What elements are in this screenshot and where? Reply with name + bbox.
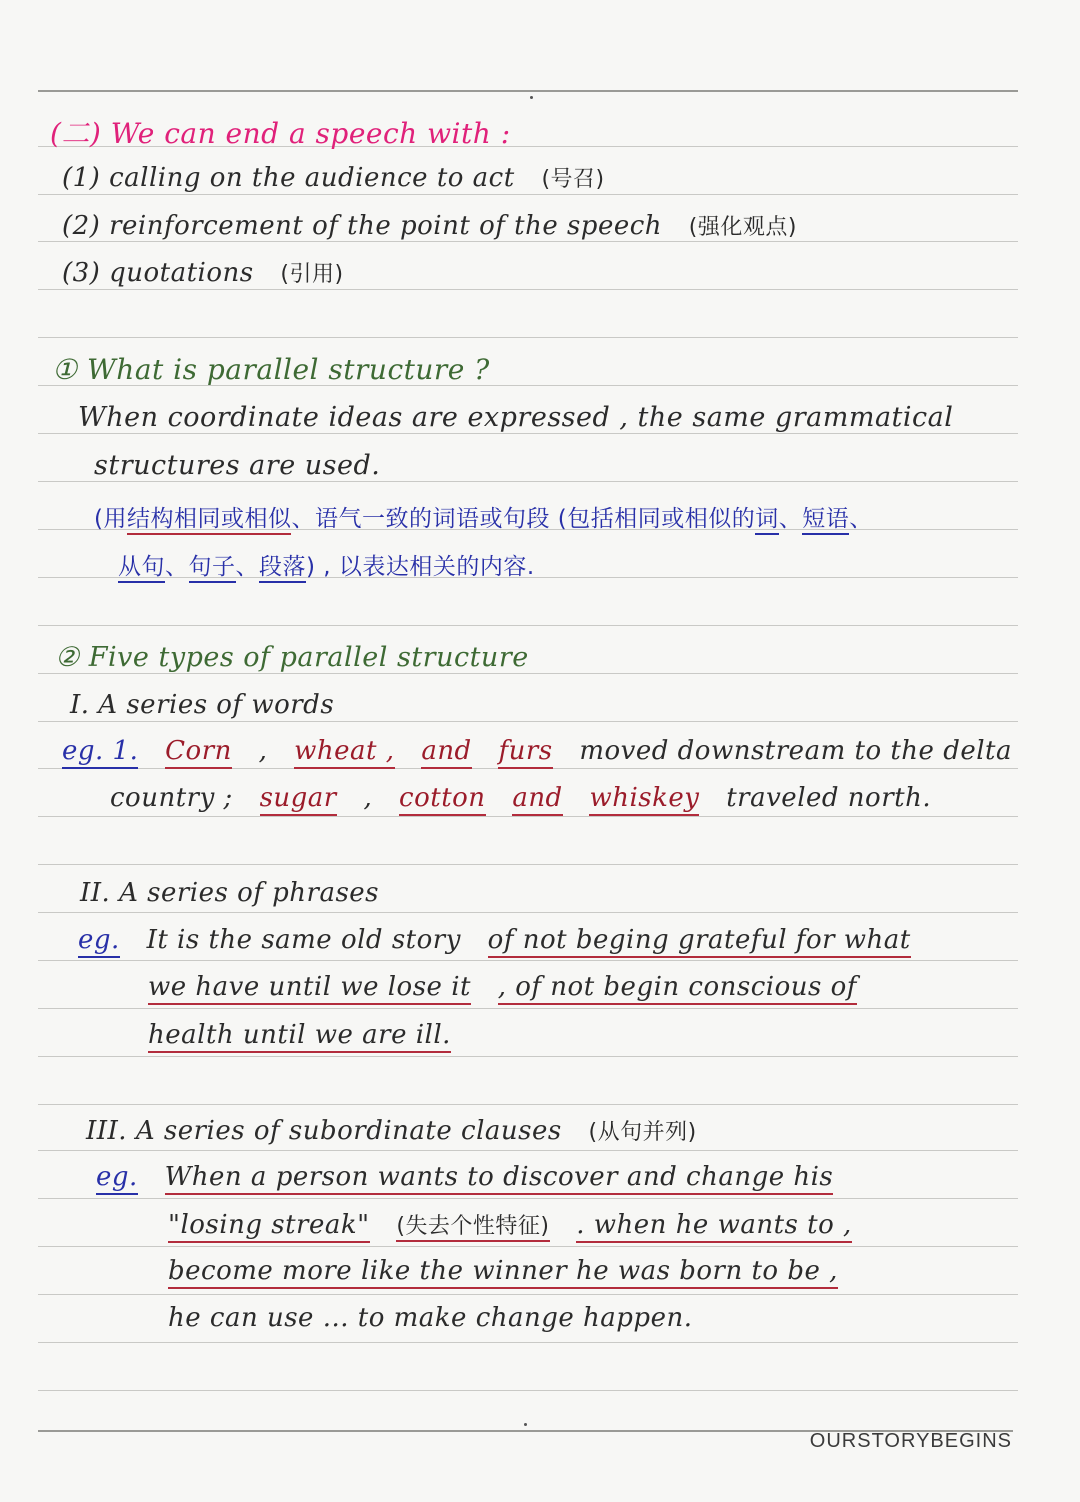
- rule: [38, 241, 1018, 242]
- parallel-word: Corn: [165, 736, 232, 769]
- clause-note: (失去个性特征): [396, 1214, 549, 1242]
- cn-part: 、: [849, 506, 873, 532]
- example-2-line-1: [78, 925, 929, 955]
- parallel-chinese-note-2: [118, 548, 535, 581]
- example-text: It is the same old story: [146, 925, 461, 955]
- rule: [38, 337, 1018, 338]
- rule: [38, 673, 1018, 674]
- example-2-line-3: [148, 1020, 469, 1050]
- rule: [38, 1150, 1018, 1151]
- cn-part: 、: [778, 506, 803, 532]
- item-note: (引用): [280, 262, 344, 287]
- cn-part-underlined: 短语: [802, 506, 849, 535]
- rule: [38, 864, 1018, 865]
- rule: [38, 625, 1018, 626]
- example-label: eg. 1.: [62, 736, 138, 769]
- example-text: country ;: [110, 783, 233, 813]
- brand-watermark: OURSTORYBEGINS: [809, 1430, 1012, 1452]
- rule: [38, 960, 1018, 961]
- parallel-phrase: we have until we lose it: [148, 972, 471, 1005]
- end-speech-heading: (二) We can end a speech with :: [50, 117, 511, 150]
- end-speech-item-2: [62, 210, 815, 241]
- cn-part-underlined: 结构相同或相似: [127, 506, 292, 535]
- conjunction: and: [512, 783, 562, 816]
- parallel-clause: become more like the winner he was born to be ,: [168, 1256, 838, 1289]
- parallel-word: wheat ,: [294, 736, 394, 769]
- type-1-title: I. A series of words: [70, 690, 335, 720]
- parallel-definition-2: structures are used.: [94, 450, 381, 481]
- top-rule: [38, 90, 1018, 92]
- example-label: eg.: [78, 925, 120, 958]
- item-note: (强化观点): [688, 215, 797, 240]
- example-1-line-2: [110, 783, 949, 813]
- punctuation: ,: [258, 736, 268, 766]
- item-text: (1) calling on the audience to act: [62, 163, 515, 193]
- parallel-phrase: health until we are ill.: [148, 1020, 451, 1053]
- example-text: traveled north.: [726, 783, 932, 813]
- cn-part: 、: [165, 554, 189, 580]
- cn-part-underlined: 从句: [118, 554, 165, 583]
- rule: [38, 1198, 1018, 1199]
- rule: [38, 816, 1018, 817]
- five-types-heading: ② Five types of parallel structure: [55, 642, 529, 673]
- item-text: (3) quotations: [62, 258, 254, 288]
- conjunction: and: [421, 736, 471, 769]
- item-note: (号召): [541, 167, 605, 192]
- cn-part: (用: [94, 506, 127, 532]
- rule: [38, 1056, 1018, 1057]
- cn-part: 、语气一致的词语或句段 (包括相同或相似的: [291, 506, 756, 532]
- example-label: eg.: [96, 1162, 138, 1195]
- parallel-clause: . when he wants to ,: [576, 1210, 852, 1243]
- cn-part: 、: [235, 554, 259, 580]
- cn-part: ) , 以表达相关的内容.: [306, 554, 535, 580]
- parallel-word: whiskey: [589, 783, 699, 816]
- cn-part-underlined: 句子: [189, 554, 236, 583]
- rule: [38, 1008, 1018, 1009]
- rule: [38, 1390, 1018, 1391]
- example-3-line-1: [96, 1162, 851, 1192]
- example-3-line-3: [168, 1256, 856, 1286]
- rule: [38, 289, 1018, 290]
- punctuation: ,: [363, 783, 373, 813]
- cn-part-underlined: 段落: [259, 554, 306, 583]
- parallel-phrase: of not beging grateful for what: [488, 925, 911, 958]
- rule: [38, 1342, 1018, 1343]
- parallel-clause: "losing streak": [168, 1210, 370, 1243]
- type-title-text: III. A series of subordinate clauses: [86, 1116, 562, 1146]
- parallel-chinese-note-1: [94, 500, 873, 533]
- rule: [38, 1246, 1018, 1247]
- rule: [38, 433, 1018, 434]
- rule: [38, 1104, 1018, 1105]
- example-text: moved downstream to the delta: [579, 736, 1012, 766]
- parallel-word: sugar: [260, 783, 337, 816]
- parallel-phrase: , of not begin conscious of: [498, 972, 857, 1005]
- type-3-title: [86, 1115, 715, 1146]
- rule: [38, 721, 1018, 722]
- example-3-line-2: [168, 1209, 870, 1240]
- cn-part-underlined: 词: [755, 506, 779, 535]
- parallel-word: cotton: [399, 783, 486, 816]
- type-2-title: II. A series of phrases: [80, 878, 380, 908]
- rule-dot: [524, 1423, 527, 1426]
- rule: [38, 194, 1018, 195]
- example-3-line-4: he can use ... to make change happen.: [168, 1303, 693, 1333]
- parallel-heading: ① What is parallel structure ?: [52, 353, 490, 386]
- rule-dot: [530, 96, 533, 99]
- rule: [38, 1294, 1018, 1295]
- rule: [38, 481, 1018, 482]
- parallel-definition-1: When coordinate ideas are expressed , the same grammatical: [78, 402, 954, 433]
- parallel-clause: When a person wants to discover and change his: [165, 1162, 834, 1195]
- example-2-line-2: [148, 972, 875, 1002]
- type-title-note: (从句并列): [588, 1120, 697, 1145]
- item-text: (2) reinforcement of the point of the speech: [62, 211, 663, 241]
- parallel-word: furs: [498, 736, 552, 769]
- end-speech-item-3: [62, 257, 362, 288]
- end-speech-item-1: [62, 162, 623, 193]
- rule: [38, 912, 1018, 913]
- example-1-line-1: [62, 736, 1030, 766]
